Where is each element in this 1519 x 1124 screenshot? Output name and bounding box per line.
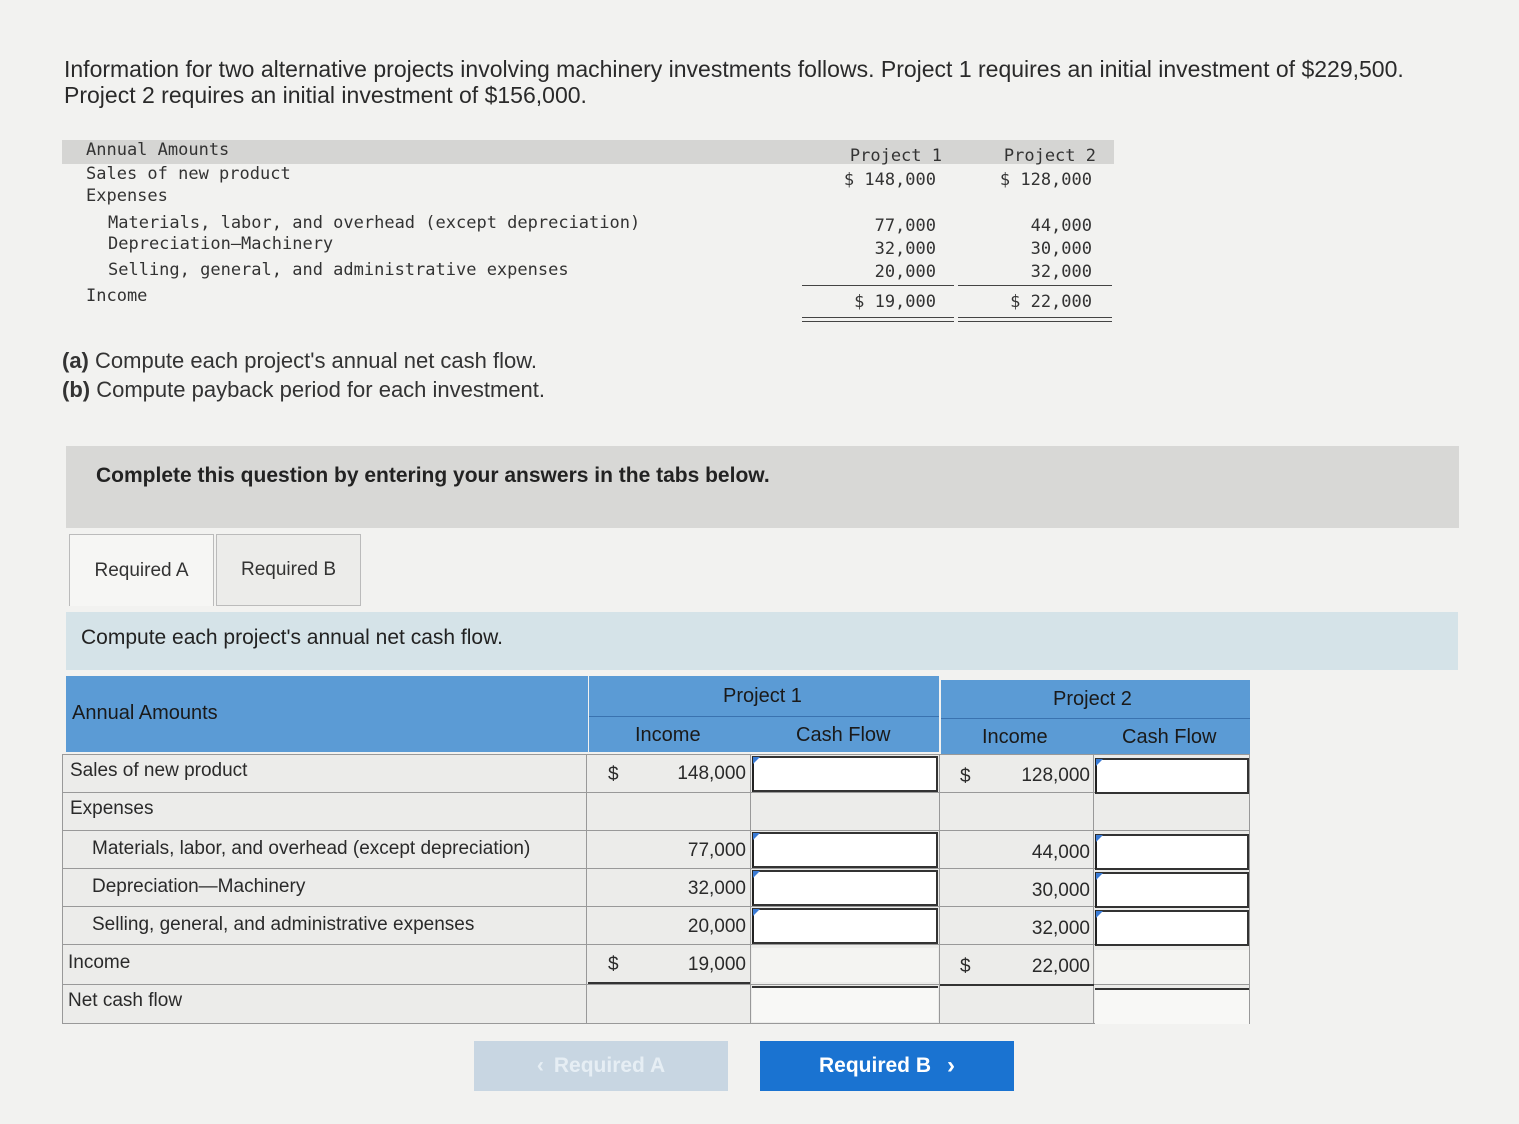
given-col-project-1: Project 1 (849, 146, 942, 166)
row-divider (62, 906, 1250, 907)
instructions-banner (66, 446, 1459, 528)
tab-required-b[interactable]: Required B (216, 534, 361, 606)
given-annual-label: Annual Amounts (86, 140, 230, 160)
given-p1-subtotal-line (802, 285, 954, 286)
p1-income-currency: $ (608, 954, 619, 975)
p2-income-depreciation: 30,000 (1031, 880, 1090, 901)
row-label-sales: Sales of new product (70, 760, 248, 781)
project-1-header: Project 1 (723, 685, 802, 707)
given-p1-double-line-a (802, 317, 954, 318)
p1-income-sales: 148,000 (677, 763, 746, 784)
row-divider (62, 830, 1250, 831)
p2-cashflow-col-header: Cash Flow (1122, 726, 1217, 748)
tab-required-a[interactable]: Required A (69, 534, 214, 606)
given-selling-label: Selling, general, and administrative expenses (108, 260, 569, 280)
given-p1-income: $ 19,000 (854, 292, 936, 312)
p2-cashflow-selling-input[interactable] (1095, 910, 1249, 946)
row-divider (62, 792, 1250, 793)
col-divider (586, 754, 587, 1024)
question-b-text: Compute payback period for each investment. (96, 377, 546, 402)
p2-income-sales: 128,000 (1021, 765, 1090, 786)
given-p2-double-line-b (958, 321, 1112, 322)
given-depreciation-label: Depreciation—Machinery (108, 234, 334, 254)
p2-income-col-header: Income (982, 726, 1048, 748)
given-p1-materials: 77,000 (874, 216, 936, 236)
p1-income-selling: 20,000 (687, 916, 746, 937)
p1-cashflow-col-header: Cash Flow (796, 724, 891, 746)
given-p2-sales: $ 128,000 (999, 170, 1092, 190)
given-expenses-label: Expenses (86, 186, 168, 206)
given-p1-double-line-b (802, 321, 954, 322)
p2-cashflow-income-cell[interactable] (1095, 950, 1249, 984)
intro-line-2: Project 2 requires an initial investment of $156,000. (64, 82, 587, 108)
p2-income-materials: 44,000 (1031, 842, 1090, 863)
next-button-label: Required B (818, 1054, 931, 1077)
p1-cashflow-materials-input[interactable] (752, 832, 938, 868)
row-label-depreciation: Depreciation—Machinery (92, 876, 306, 897)
question-a (62, 346, 545, 375)
p1-cashflow-income-cell[interactable] (752, 948, 938, 982)
row-divider (62, 868, 1250, 869)
p2-net-cash-flow-cell[interactable] (1095, 988, 1249, 1024)
next-required-b-button[interactable] (760, 1041, 1014, 1091)
given-p1-selling: 20,000 (874, 262, 936, 282)
project-2-header-cell (941, 680, 1250, 756)
given-p2-depreciation: 30,000 (1030, 239, 1092, 259)
given-p2-selling: 32,000 (1030, 262, 1092, 282)
annual-amounts-header: Annual Amounts (72, 702, 218, 724)
p1-cashflow-sales-input[interactable] (752, 756, 938, 792)
p1-income-total: 19,000 (687, 954, 746, 975)
row-label-expenses: Expenses (70, 798, 154, 819)
p2-sales-currency: $ (960, 766, 971, 787)
given-materials-label: Materials, labor, and overhead (except depreciation) (108, 213, 641, 233)
given-p2-double-line-a (958, 317, 1112, 318)
project-1-header-cell (589, 676, 939, 752)
question-b (62, 375, 545, 404)
p1-cashflow-depreciation-input[interactable] (752, 870, 938, 906)
p2-income-currency: $ (960, 956, 971, 977)
prev-required-a-button[interactable] (474, 1041, 728, 1091)
row-label-income: Income (68, 952, 131, 973)
problem-intro (64, 56, 1504, 108)
given-p2-income: $ 22,000 (1010, 292, 1092, 312)
p2-cashflow-depreciation-input[interactable] (1095, 872, 1249, 908)
intro-line-1: Information for two alternative projects involving machinery investments follows. Project 1 requires an initial investment of $229,500. (64, 56, 1404, 82)
given-p2-subtotal-line (958, 285, 1112, 286)
annual-amounts-header-cell (66, 676, 588, 752)
question-a-text: Compute each project's annual net cash flow. (95, 348, 538, 373)
given-sales-label: Sales of new product (86, 164, 291, 184)
row-label-materials: Materials, labor, and overhead (except depreciation) (92, 838, 531, 859)
p2-income-selling: 32,000 (1031, 918, 1090, 939)
chevron-left-icon: ‹ (536, 1054, 544, 1077)
row-label-net-cash-flow: Net cash flow (68, 990, 183, 1011)
chevron-right-icon: › (947, 1052, 955, 1079)
p2-cashflow-sales-input[interactable] (1095, 758, 1249, 794)
given-data-table (62, 140, 1114, 312)
question-b-tag: (b) (62, 377, 91, 402)
tab-prompt-text: Compute each project's annual net cash flow. (81, 626, 503, 649)
given-p2-materials: 44,000 (1030, 216, 1092, 236)
given-p1-sales: $ 148,000 (843, 170, 936, 190)
p1-income-col-header: Income (635, 724, 701, 746)
p1-sales-currency: $ (608, 764, 619, 785)
questions (62, 346, 545, 404)
p1-cashflow-selling-input[interactable] (752, 908, 938, 944)
given-col-project-2: Project 2 (1003, 146, 1096, 166)
answer-table (62, 676, 1250, 1026)
p1-net-cash-flow-cell[interactable] (752, 986, 938, 1022)
tab-prompt-bar (66, 612, 1458, 670)
project-2-header: Project 2 (1053, 688, 1132, 710)
p2-cashflow-materials-input[interactable] (1095, 834, 1249, 870)
p1-income-materials: 77,000 (687, 840, 746, 861)
p2-income-total-rule (940, 984, 1094, 986)
col-divider (750, 754, 751, 1024)
p2-income-total: 22,000 (1031, 956, 1090, 977)
given-p1-depreciation: 32,000 (874, 239, 936, 259)
given-income-label: Income (86, 286, 148, 306)
p1-income-depreciation: 32,000 (687, 878, 746, 899)
question-a-tag: (a) (62, 348, 89, 373)
instructions-text: Complete this question by entering your answers in the tabs below. (96, 464, 770, 487)
row-divider (62, 944, 1250, 945)
p1-income-total-rule (588, 982, 750, 984)
prev-button-label: Required A (553, 1054, 666, 1077)
row-label-selling: Selling, general, and administrative expenses (92, 914, 475, 935)
